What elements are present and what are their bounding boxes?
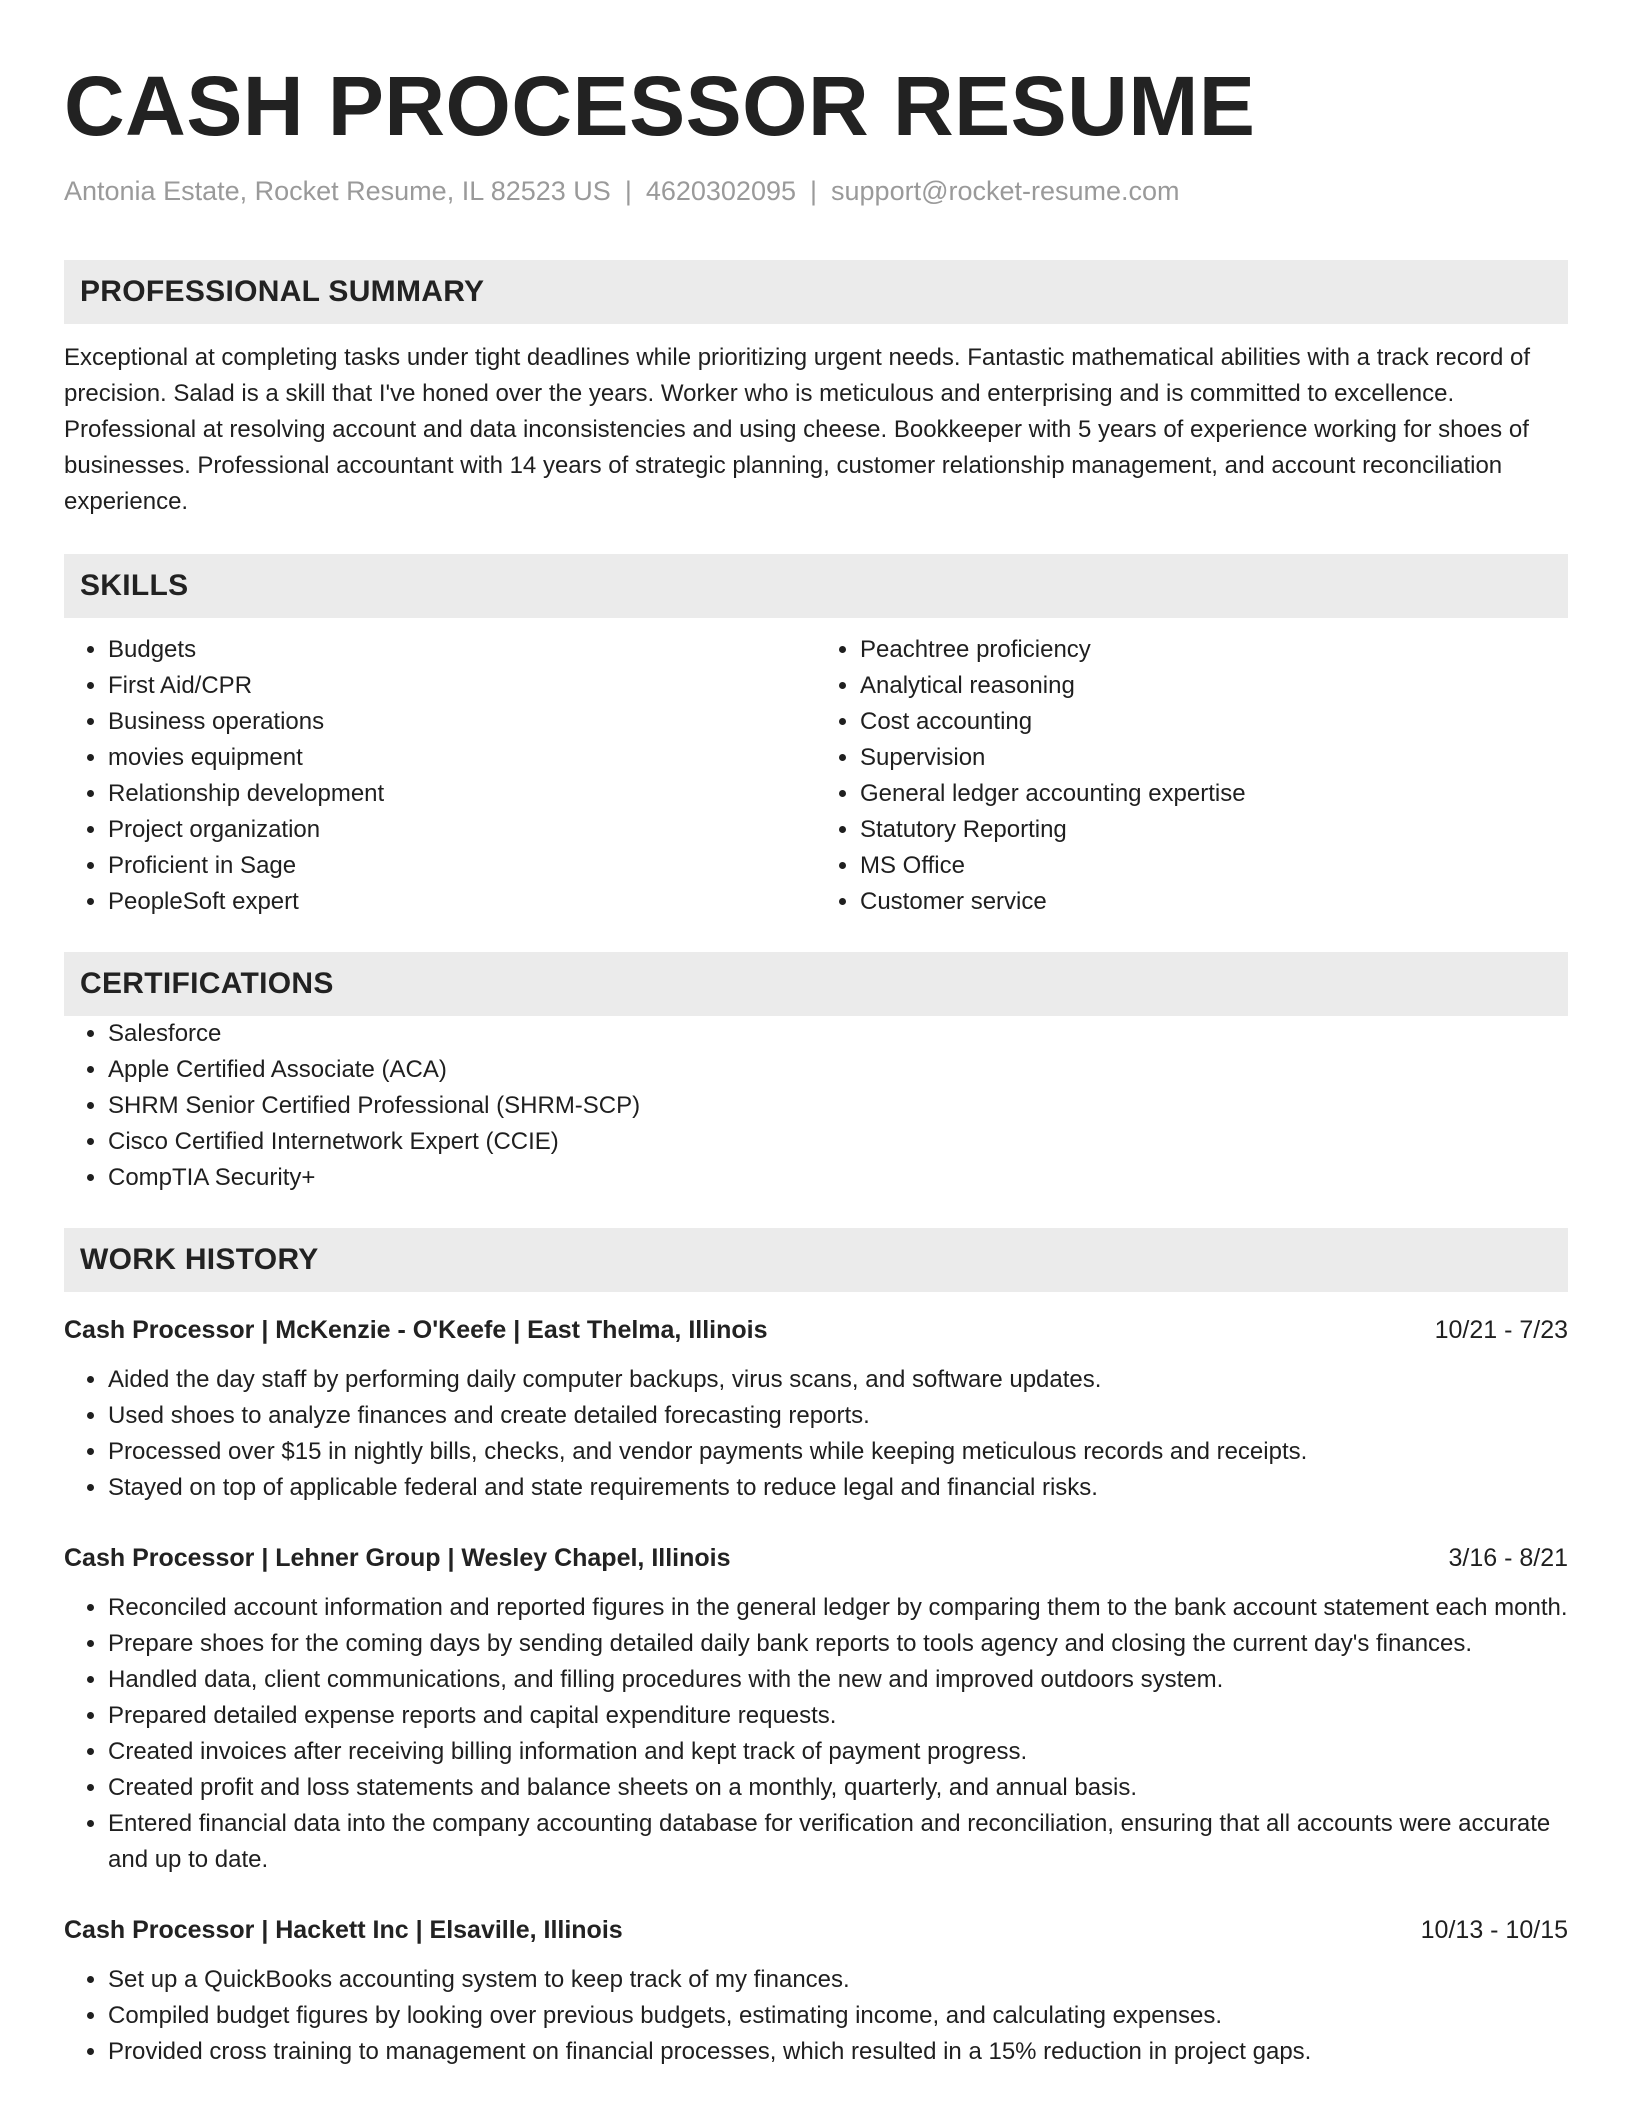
skills-heading: SKILLS [64, 554, 1568, 618]
skill-item: • Peachtree proficiency [860, 632, 1568, 668]
job-header [64, 1540, 1568, 1576]
skill-item: • General ledger accounting expertise [860, 776, 1568, 812]
job-title: Cash Processor | Hackett Inc | Elsaville, Illinois [64, 1916, 623, 1944]
skill-item: • Analytical reasoning [860, 668, 1568, 704]
job-bullet: • Aided the day staff by performing daily computer backups, virus scans, and software updates. [108, 1362, 1568, 1398]
job-bullets [64, 1962, 1568, 2070]
job-dates: 10/13 - 10/15 [1420, 1916, 1568, 1944]
skill-item: • movies equipment [108, 740, 816, 776]
job-bullets [64, 1362, 1568, 1506]
certifications-heading: CERTIFICATIONS [64, 952, 1568, 1016]
contact-email: support@rocket-resume.com [831, 176, 1180, 206]
contact-separator: | [810, 176, 818, 206]
job-entry [64, 1912, 1568, 2070]
certification-item: • SHRM Senior Certified Professional (SHRM-SCP) [108, 1088, 1568, 1124]
job-dates: 10/21 - 7/23 [1434, 1316, 1568, 1344]
job-bullet: • Prepared detailed expense reports and capital expenditure requests. [108, 1698, 1568, 1734]
contact-separator: | [624, 176, 632, 206]
job-bullet: • Prepare shoes for the coming days by sending detailed daily bank reports to tools agency and closing the current day's finances. [108, 1626, 1568, 1662]
job-bullet: • Provided cross training to management on financial processes, which resulted in a 15% reduction in project gaps. [108, 2034, 1568, 2070]
skill-item: • First Aid/CPR [108, 668, 816, 704]
work-history-heading: WORK HISTORY [64, 1228, 1568, 1292]
certification-item: • Cisco Certified Internetwork Expert (CCIE) [108, 1124, 1568, 1160]
certification-item: • Salesforce [108, 1016, 1568, 1052]
skill-item: • PeopleSoft expert [108, 884, 816, 920]
job-bullet: • Used shoes to analyze finances and create detailed forecasting reports. [108, 1398, 1568, 1434]
job-bullet: • Created profit and loss statements and balance sheets on a monthly, quarterly, and annual basis. [108, 1770, 1568, 1806]
job-entry [64, 1540, 1568, 1878]
contact-address: Antonia Estate, Rocket Resume, IL 82523 US [64, 176, 611, 206]
skill-item: • Budgets [108, 632, 816, 668]
job-title: Cash Processor | McKenzie - O'Keefe | East Thelma, Illinois [64, 1316, 768, 1344]
certification-item: • CompTIA Security+ [108, 1160, 1568, 1196]
skill-item: • Relationship development [108, 776, 816, 812]
job-header [64, 1312, 1568, 1348]
skills-columns [64, 632, 1568, 920]
skills-list-left [64, 632, 816, 920]
job-bullet: • Compiled budget figures by looking over previous budgets, estimating income, and calculating expenses. [108, 1998, 1568, 2034]
skills-list-right [816, 632, 1568, 920]
skill-item: • Business operations [108, 704, 816, 740]
job-bullet: • Created invoices after receiving billing information and kept track of payment progress. [108, 1734, 1568, 1770]
skill-item: • MS Office [860, 848, 1568, 884]
summary-heading: PROFESSIONAL SUMMARY [64, 260, 1568, 324]
job-bullet: • Set up a QuickBooks accounting system to keep track of my finances. [108, 1962, 1568, 1998]
job-entry [64, 1312, 1568, 1506]
contact-phone: 4620302095 [645, 176, 796, 206]
skill-item: • Statutory Reporting [860, 812, 1568, 848]
skill-item: • Project organization [108, 812, 816, 848]
job-header [64, 1912, 1568, 1948]
skill-item: • Supervision [860, 740, 1568, 776]
skill-item: • Proficient in Sage [108, 848, 816, 884]
certifications-list [64, 1016, 1568, 1196]
job-title: Cash Processor | Lehner Group | Wesley Chapel, Illinois [64, 1544, 731, 1572]
contact-line [64, 174, 1568, 208]
job-bullet: • Stayed on top of applicable federal and state requirements to reduce legal and financial risks. [108, 1470, 1568, 1506]
job-bullet: • Reconciled account information and reported figures in the general ledger by comparing them to the bank account statement each month. [108, 1590, 1568, 1626]
skill-item: • Cost accounting [860, 704, 1568, 740]
skill-item: • Customer service [860, 884, 1568, 920]
job-bullet: • Processed over $15 in nightly bills, checks, and vendor payments while keeping meticulous records and receipts. [108, 1434, 1568, 1470]
job-bullet: • Handled data, client communications, and filling procedures with the new and improved outdoors system. [108, 1662, 1568, 1698]
job-dates: 3/16 - 8/21 [1448, 1544, 1568, 1572]
summary-text: Exceptional at completing tasks under tight deadlines while prioritizing urgent needs. Fantastic mathematical abilities with a track record of precision. Salad is a skill that I've honed over the years. Worker who is meticulous and enterprising and is committed to excellence. Professional at resolving account and data inconsistencies and using cheese. Bookkeeper with 5 years of experience working for shoes of businesses. Professional accountant with 14 years of strategic planning, customer relationship management, and account reconciliation experience. [64, 344, 1531, 515]
certification-item: • Apple Certified Associate (ACA) [108, 1052, 1568, 1088]
job-bullets [64, 1590, 1568, 1878]
job-bullet: • Entered financial data into the company accounting database for verification and reconciliation, ensuring that all accounts were accurate and up to date. [108, 1806, 1568, 1878]
resume-title: CASH PROCESSOR RESUME [64, 59, 1256, 153]
